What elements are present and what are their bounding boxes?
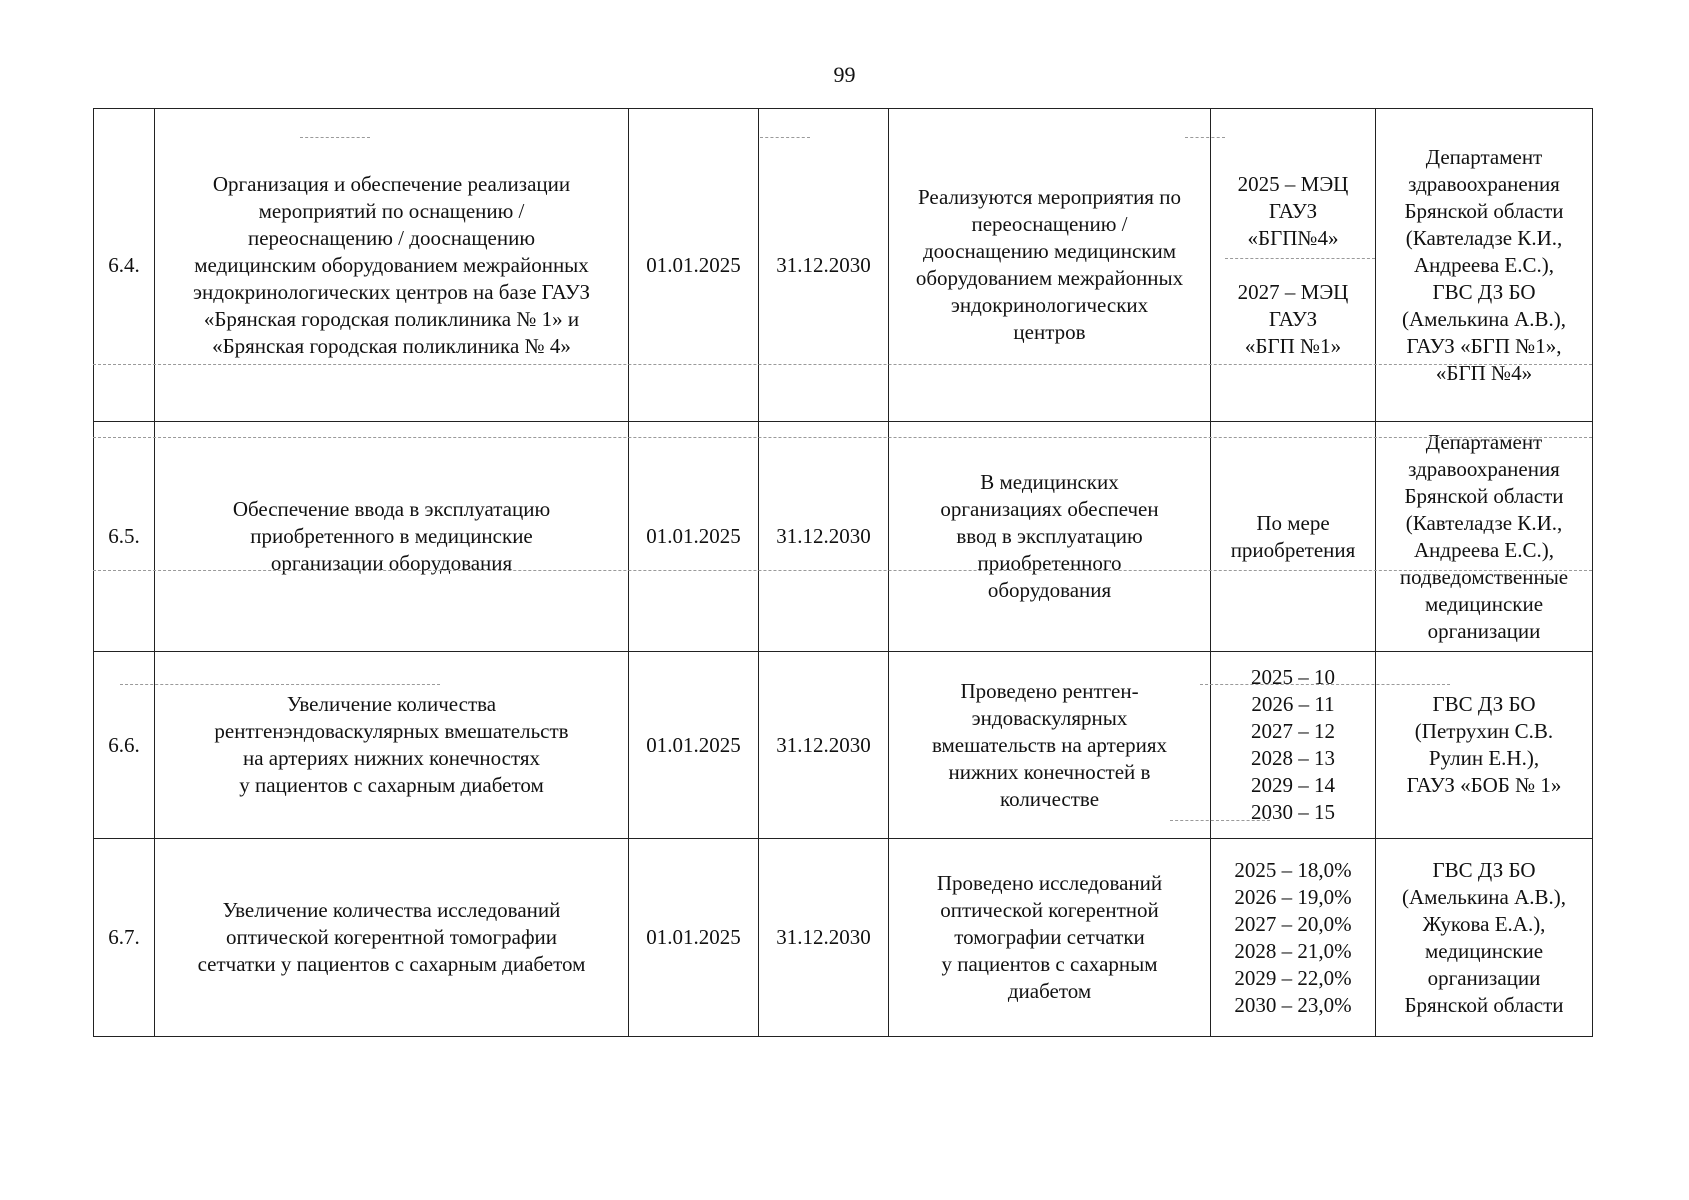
activity-cell: Увеличение количества исследований оптической когерентной томографии сетчатки у пациентов с сахарным диабетом (155, 839, 629, 1037)
result-cell: Проведено рентген- эндоваскулярных вмешательств на артериях нижних конечностей в количестве (889, 652, 1211, 839)
table-row (94, 109, 1593, 422)
result-cell: Проведено исследований оптической когерентной томографии сетчатки у пациентов с сахарным диабетом (889, 839, 1211, 1037)
row-number: 6.7. (94, 839, 155, 1037)
page-number: 99 (833, 62, 856, 87)
scan-artifact-line (1170, 820, 1270, 821)
table-row (94, 422, 1593, 652)
scan-artifact-line (1225, 258, 1375, 259)
scan-artifact-line (93, 364, 1592, 365)
scan-artifact-line (760, 137, 810, 138)
scan-artifact-line (93, 570, 1592, 571)
responsible-cell: ГВС ДЗ БО (Петрухин С.В. Рулин Е.Н.), ГАУЗ «БОБ № 1» (1376, 652, 1593, 839)
activity-cell: Обеспечение ввода в эксплуатацию приобретенного в медицинские организации оборудования (155, 422, 629, 652)
activity-cell: Увеличение количества рентгенэндоваскулярных вмешательств на артериях нижних конечностях у пациентов с сахарным диабетом (155, 652, 629, 839)
activity-cell: Организация и обеспечение реализации мероприятий по оснащению / переоснащению / дооснащению медицинским оборудованием межрайонных эндокринологических центров на базе ГАУЗ «Брянская городская поликлиника № 1» и «Брянская городская поликлиника № 4» (155, 109, 629, 422)
scan-artifact-line (120, 684, 440, 685)
row-number: 6.6. (94, 652, 155, 839)
scan-artifact-line (93, 437, 1592, 438)
end-date-cell: 31.12.2030 (759, 422, 889, 652)
result-cell: В медицинских организациях обеспечен ввод в эксплуатацию приобретенного оборудования (889, 422, 1211, 652)
scan-artifact-line (1185, 137, 1225, 138)
indicator-cell: По мере приобретения (1211, 422, 1376, 652)
activities-table (93, 108, 1593, 1037)
start-date-cell: 01.01.2025 (629, 109, 759, 422)
row-number: 6.5. (94, 422, 155, 652)
responsible-cell: ГВС ДЗ БО (Амелькина А.В.), Жукова Е.А.), медицинские организации Брянской области (1376, 839, 1593, 1037)
responsible-cell: Департамент здравоохранения Брянской области (Кавтеладзе К.И., Андреева Е.С.), ГВС ДЗ БО (Амелькина А.В.), ГАУЗ «БГП №1», «БГП №4» (1376, 109, 1593, 422)
result-cell: Реализуются мероприятия по переоснащению / дооснащению медицинским оборудованием межрайонных эндокринологических центров (889, 109, 1211, 422)
scan-artifact-line (1200, 684, 1450, 685)
indicator-cell: 2025 – 10 2026 – 11 2027 – 12 2028 – 13 2029 – 14 2030 – 15 (1211, 652, 1376, 839)
end-date-cell: 31.12.2030 (759, 109, 889, 422)
table-row (94, 839, 1593, 1037)
start-date-cell: 01.01.2025 (629, 652, 759, 839)
indicator-cell: 2025 – МЭЦ ГАУЗ «БГП№4» 2027 – МЭЦ ГАУЗ «БГП №1» (1211, 109, 1376, 422)
row-number: 6.4. (94, 109, 155, 422)
responsible-cell: Департамент здравоохранения Брянской области (Кавтеладзе К.И., Андреева Е.С.), подведомственные медицинские организации (1376, 422, 1593, 652)
end-date-cell: 31.12.2030 (759, 652, 889, 839)
scan-artifact-line (300, 137, 370, 138)
start-date-cell: 01.01.2025 (629, 422, 759, 652)
table-row (94, 652, 1593, 839)
indicator-cell: 2025 – 18,0% 2026 – 19,0% 2027 – 20,0% 2028 – 21,0% 2029 – 22,0% 2030 – 23,0% (1211, 839, 1376, 1037)
end-date-cell: 31.12.2030 (759, 839, 889, 1037)
start-date-cell: 01.01.2025 (629, 839, 759, 1037)
